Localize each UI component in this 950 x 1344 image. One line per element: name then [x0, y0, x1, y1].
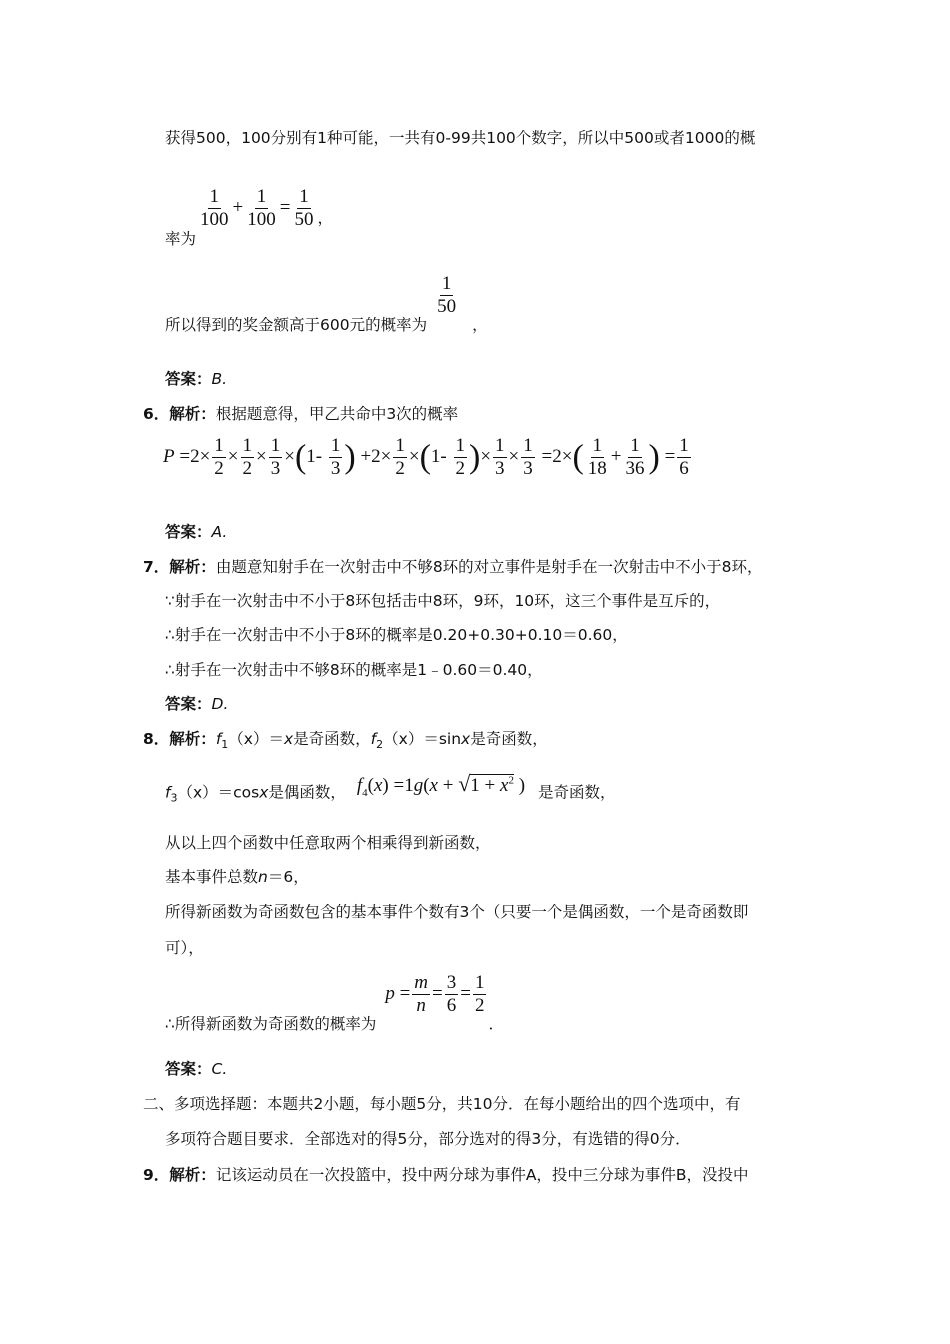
p3-suffix: ， [472, 315, 488, 334]
q7-line2: ∵射手在一次射击中不小于8环包括击中8环，9环，10环，这三个事件是互斥的， [165, 592, 721, 610]
q7-line3: ∴射手在一次射击中不小于8环的概率是0.20+0.30+0.10＝0.60， [165, 626, 628, 644]
p3-fraction: $\frac{1}{50}$ [437, 273, 457, 317]
q8-line3: 从以上四个函数中任意取两个相乘得到新函数， [165, 834, 491, 852]
p2-prefix: 率为 [165, 229, 197, 248]
p3-prefix: 所以得到的奖金额高于600元的概率为 [165, 315, 428, 334]
answer-6: 答案：A. [165, 523, 228, 541]
p1-line: 获得500，100分别有1种可能，一共有0-99共100个数字，所以中500或者1000的概 [165, 129, 756, 147]
q8-line1: 8．解析：$f_1(x)=x$是奇函数，$f_2(x)=\sin x$是奇函数， [143, 730, 548, 752]
f4-formula: $f_4(x) =1g(x + √1 + x^2$ ) [356, 771, 526, 800]
section-2-line1: 二、多项选择题：本题共2小题，每小题5分，共10分．在每小题给出的四个选项中，有 [143, 1095, 741, 1113]
q8-line5: 所得新函数为奇函数包含的基本事件个数有3个（只要一个是偶函数，一个是奇函数即 [165, 903, 749, 921]
p2-line [165, 186, 333, 248]
q7-line1: 7．解析：由题意知射手在一次射击中不够8环的对立事件是射手在一次射击中不小于8环， [143, 558, 763, 576]
answer-7: 答案：D. [165, 695, 229, 713]
p2-suffix: ， [317, 208, 333, 227]
q9-line1: 9．解析：记该运动员在一次投篮中，投中两分球为事件A，投中三分球为事件B，没投中 [143, 1166, 749, 1184]
q8-line7: ∴所得新函数为奇函数的概率为 p = $\frac{m}{n}$ = $\frac{3}{6}$ = $\frac{1}{2}$ ． [165, 972, 504, 1033]
q7-line4: ∴射手在一次射击中不够8环的概率是1﹣0.60＝0.40， [165, 661, 543, 679]
answer-8: 答案：C. [165, 1060, 228, 1078]
answer-5: 答案：B. [165, 370, 228, 388]
q6-heading: 6．解析：根据题意得，甲乙共命中3次的概率 [143, 405, 459, 423]
q6-equation: P =2× $\frac{1}{2}$ × $\frac{1}{2}$ × $\frac{1}{3}$ ×(1- $\frac{1}{3}$ ) +2× $\frac{1}{2}$ ×(1- $\frac{1}{2}$ )× $\frac{1}{3}$ × $\frac{1}{3}$ =2×( $\frac{1}{18}$ + $\frac{1}{36}$ ) = $\frac{1}{6}$ [163, 435, 689, 480]
q8-line6: 可）， [165, 939, 204, 957]
p-equation: p = $\frac{m}{n}$ = $\frac{3}{6}$ = $\frac{1}{2}$ [385, 972, 485, 1016]
p2-equation: $\frac{1}{100}$ + $\frac{1}{100}$ = $\frac{1}{50}$ [200, 186, 314, 230]
section-2-line2: 多项符合题目要求．全部选对的得5分，部分选对的得3分，有选错的得0分． [165, 1130, 691, 1148]
q8-line4: 基本事件总数n＝6， [165, 868, 309, 886]
p3-line [165, 273, 488, 334]
q8-line2: $f_3(x)=\cos x$是偶函数， $f_4(x) =1g(x + √1 + x^2$ ) 是奇函数， [165, 771, 616, 805]
